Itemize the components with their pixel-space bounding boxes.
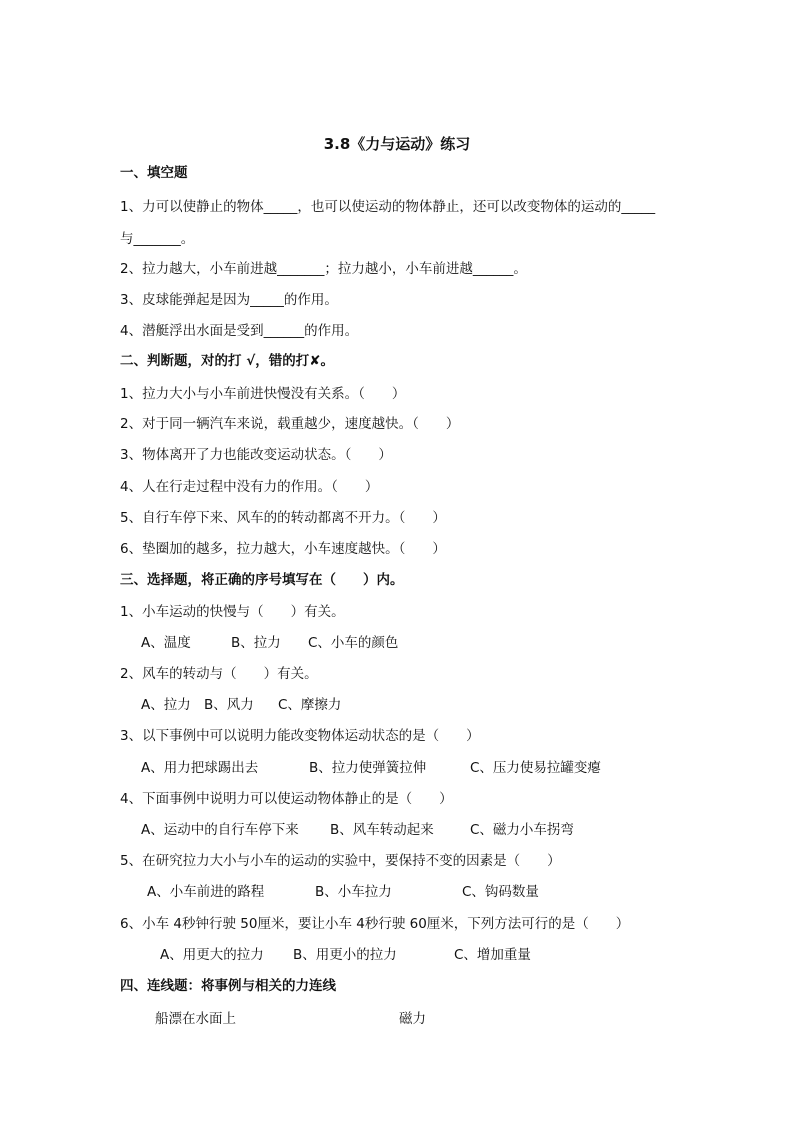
option-c: C、钩码数量 bbox=[462, 884, 539, 900]
section-choice-heading: 三、选择题，将正确的序号填写在（ ）内。 bbox=[120, 572, 404, 588]
option-a: A、温度 bbox=[141, 635, 191, 651]
choice-q3: 3、以下事例中可以说明力能改变物体运动状态的是（ ） bbox=[120, 728, 480, 744]
option-c: C、小车的颜色 bbox=[308, 635, 399, 651]
option-b: B、拉力 bbox=[231, 635, 281, 651]
matching-right-item: 磁力 bbox=[399, 1011, 426, 1027]
matching-left-item: 船漂在水面上 bbox=[155, 1011, 236, 1027]
choice-q1: 1、小车运动的快慢与（ ）有关。 bbox=[120, 604, 345, 620]
choice-q1-options bbox=[141, 633, 398, 653]
choice-q2: 2、风车的转动与（ ）有关。 bbox=[120, 666, 318, 682]
option-a: A、运动中的自行车停下来 bbox=[141, 822, 299, 838]
true-false-item-4: 4、人在行走过程中没有力的作用。（ ） bbox=[120, 479, 379, 495]
option-b: B、小车拉力 bbox=[315, 884, 392, 900]
fill-blank-q1-line2: 与_______。 bbox=[120, 231, 195, 247]
option-c: C、摩擦力 bbox=[278, 697, 342, 713]
option-b: B、风力 bbox=[204, 697, 254, 713]
option-c: C、磁力小车拐弯 bbox=[470, 822, 574, 838]
fill-blank-q4: 4、潜艇浮出水面是受到______的作用。 bbox=[120, 323, 359, 339]
true-false-item-2: 2、对于同一辆汽车来说，载重越少，速度越快。（ ） bbox=[120, 416, 460, 432]
section-true-false-heading: 二、判断题，对的打 √，错的打✘。 bbox=[120, 353, 335, 369]
choice-q2-options bbox=[141, 695, 341, 715]
page-title: 3.8《力与运动》练习 bbox=[323, 135, 471, 153]
option-a: A、用力把球踢出去 bbox=[141, 760, 259, 776]
option-c: C、压力使易拉罐变瘪 bbox=[470, 760, 601, 776]
section-fill-blank-heading: 一、填空题 bbox=[120, 165, 188, 181]
option-c: C、增加重量 bbox=[454, 947, 531, 963]
choice-q6: 6、小车 4秒钟行驶 50厘米，要让小车 4秒行驶 60厘米，下列方法可行的是（ ） bbox=[120, 916, 630, 932]
fill-blank-q3: 3、皮球能弹起是因为_____的作用。 bbox=[120, 292, 338, 308]
option-b: B、风车转动起来 bbox=[330, 822, 434, 838]
true-false-item-3: 3、物体离开了力也能改变运动状态。（ ） bbox=[120, 447, 392, 463]
choice-q5-options bbox=[147, 882, 539, 902]
option-b: B、拉力使弹簧拉伸 bbox=[309, 760, 427, 776]
choice-q5: 5、在研究拉力大小与小车的运动的实验中，要保持不变的因素是（ ） bbox=[120, 853, 561, 869]
true-false-item-1: 1、拉力大小与小车前进快慢没有关系。（ ） bbox=[120, 386, 406, 402]
choice-q4: 4、下面事例中说明力可以使运动物体静止的是（ ） bbox=[120, 791, 453, 807]
fill-blank-q1-line1: 1、力可以使静止的物体_____，也可以使运动的物体静止，还可以改变物体的运动的_____ bbox=[120, 199, 656, 215]
fill-blank-q2: 2、拉力越大，小车前进越_______；拉力越小，小车前进越______。 bbox=[120, 261, 527, 277]
true-false-item-5: 5、自行车停下来、风车的的转动都离不开力。（ ） bbox=[120, 510, 446, 526]
section-matching-heading: 四、连线题：将事例与相关的力连线 bbox=[120, 978, 336, 994]
true-false-item-6: 6、垫圈加的越多，拉力越大，小车速度越快。（ ） bbox=[120, 541, 446, 557]
choice-q4-options bbox=[141, 820, 574, 840]
option-a: A、小车前进的路程 bbox=[147, 884, 265, 900]
choice-q3-options bbox=[141, 758, 601, 778]
option-a: A、用更大的拉力 bbox=[160, 947, 264, 963]
option-a: A、拉力 bbox=[141, 697, 191, 713]
choice-q6-options bbox=[160, 945, 531, 965]
option-b: B、用更小的拉力 bbox=[293, 947, 397, 963]
